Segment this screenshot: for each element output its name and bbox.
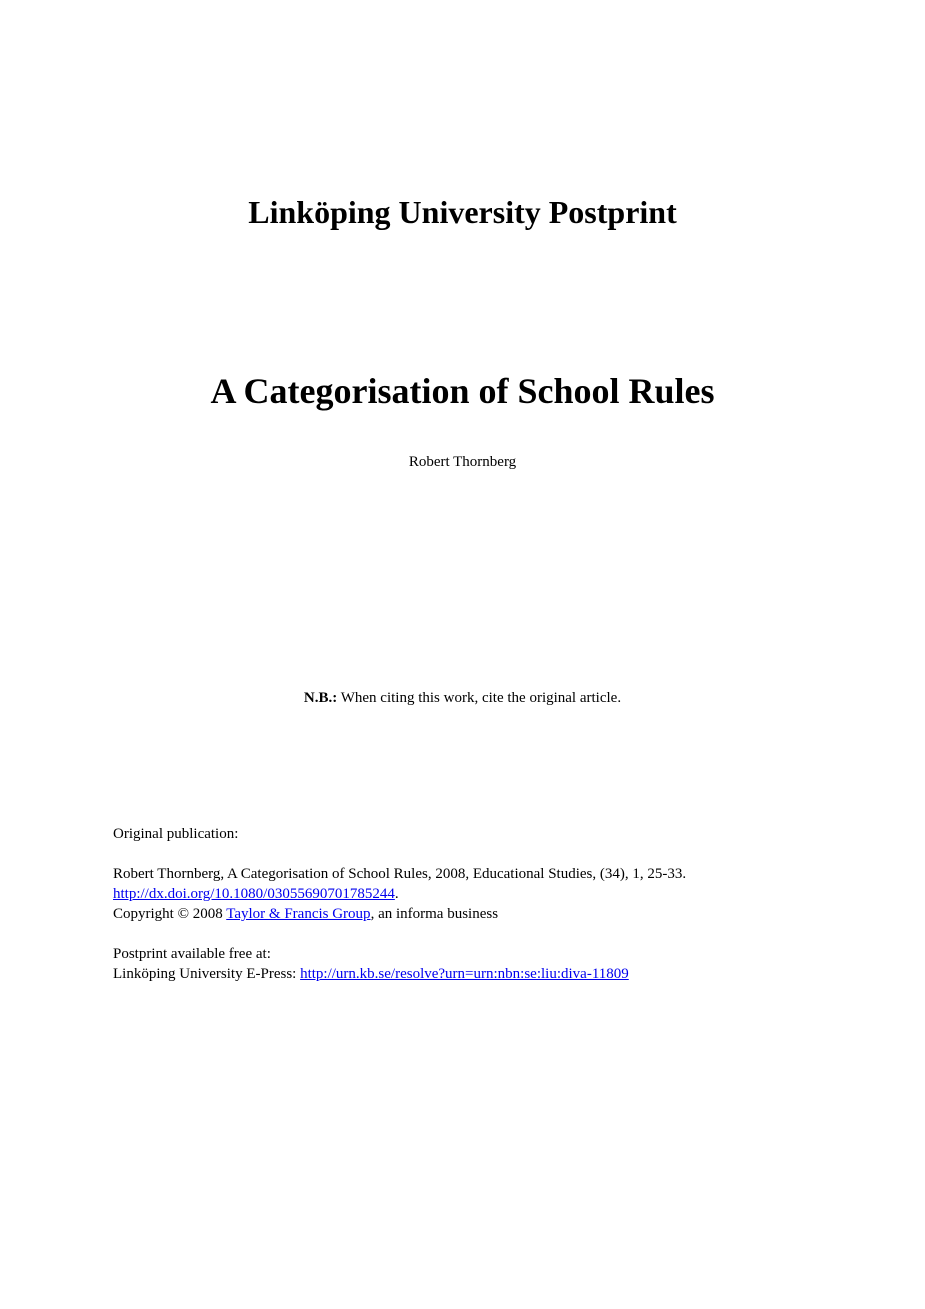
postprint-label: Postprint available free at:: [113, 946, 271, 962]
article-title: A Categorisation of School Rules: [210, 371, 715, 411]
copyright-suffix: , an informa business: [370, 906, 499, 922]
epress-link[interactable]: http://urn.kb.se/resolve?urn=urn:nbn:se:liu:diva-11809: [300, 966, 629, 982]
note-label: N.B.:: [303, 690, 338, 706]
citation-note: [0, 688, 925, 708]
author-name: Robert Thornberg: [408, 454, 517, 470]
doi-link[interactable]: http://dx.doi.org/10.1080/03055690701785244: [113, 886, 395, 902]
original-publication-label: Original publication:: [113, 826, 239, 842]
epress-line: [113, 964, 873, 984]
citation-text: Robert Thornberg, A Categorisation of School Rules, 2008, Educational Studies, (34), 1, 25-33.: [113, 866, 687, 882]
epress-prefix: Linköping University E-Press:: [113, 966, 301, 982]
institution-title: Linköping University Postprint: [248, 194, 677, 230]
publisher-link[interactable]: Taylor & Francis Group: [226, 906, 371, 922]
publication-block: [113, 824, 873, 984]
doi-line: [113, 884, 873, 904]
note-text: When citing this work, cite the original article.: [337, 690, 622, 706]
doi-suffix: .: [394, 886, 399, 902]
copyright-prefix: Copyright © 2008: [113, 906, 227, 922]
copyright-line: [113, 904, 873, 924]
